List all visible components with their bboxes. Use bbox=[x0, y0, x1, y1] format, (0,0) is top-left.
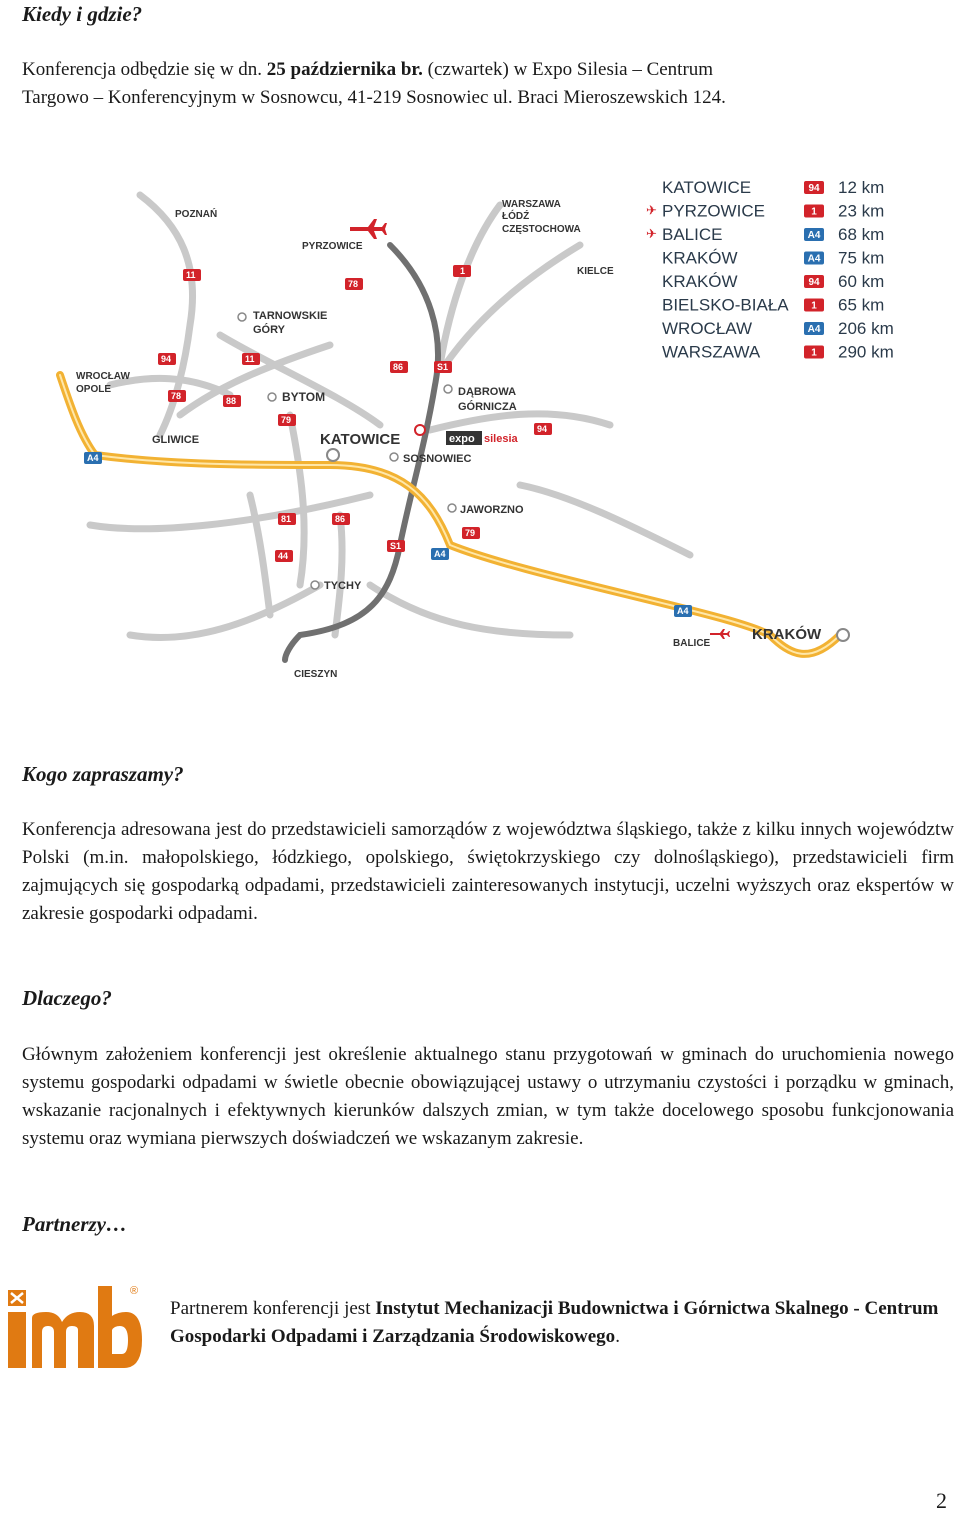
plane-icon: ✈ bbox=[646, 203, 657, 219]
badge-94a bbox=[158, 353, 176, 365]
distance-road-number: 1 bbox=[811, 347, 817, 359]
city-bytom: BYTOM bbox=[282, 390, 326, 404]
city-pyrzowice: PYRZOWICE bbox=[302, 241, 363, 252]
badge-94b bbox=[534, 423, 552, 435]
distance-road-number: 94 bbox=[808, 277, 820, 288]
distance-city: PYRZOWICE bbox=[662, 201, 765, 221]
svg-text:A4: A4 bbox=[434, 549, 446, 559]
svg-text:A4: A4 bbox=[87, 453, 99, 463]
badge-1a bbox=[453, 265, 471, 277]
when-line-1-pre: Konferencja odbędzie się w dn. bbox=[22, 59, 267, 80]
distance-row bbox=[662, 319, 894, 338]
city-warszawa: WARSZAWA bbox=[502, 199, 561, 210]
city-dot-krakow bbox=[837, 629, 849, 641]
partners-heading: Partnerzy… bbox=[22, 1212, 127, 1236]
badge-81 bbox=[278, 513, 296, 525]
badge-11a bbox=[183, 269, 201, 281]
road-se bbox=[370, 585, 570, 635]
when-line-2: Targowo – Konferencyjnym w Sosnowcu, 41-219 Sosnowiec ul. Braci Mieroszewskich 124. bbox=[22, 87, 726, 108]
when-text bbox=[22, 56, 942, 112]
svg-text:78: 78 bbox=[171, 391, 182, 401]
badge-78a bbox=[345, 278, 363, 290]
distance-km: 65 km bbox=[838, 295, 885, 315]
city-opole: OPOLE bbox=[76, 384, 112, 395]
who-text: Konferencja adresowana jest do przedstawicieli samorządów z województwa śląskiego, także z kilku innych województw Polski (m.in. małopolskiego, łódzkiego, opolskiego, świętokrzyskiego czy dolnośląskiego), przedstawicieli firm zajmujących się gospodarką odpadami, przedstawicieli zainteresowanych instytucji, uczelni wyższych oraz ekspertów w zakresie gospodarki odpadami. bbox=[22, 819, 954, 924]
distance-city: WROCŁAW bbox=[662, 319, 753, 338]
city-dot-bytom bbox=[268, 393, 276, 401]
distance-road-number: A4 bbox=[807, 253, 821, 265]
distance-city: KATOWICE bbox=[662, 178, 752, 197]
distance-km: 206 km bbox=[838, 319, 894, 338]
motorway-a4 bbox=[60, 375, 840, 654]
imb-logo bbox=[6, 1282, 146, 1374]
svg-text:44: 44 bbox=[278, 551, 289, 561]
expo-word: expo bbox=[449, 433, 475, 445]
city-dot-jaworzno bbox=[448, 504, 456, 512]
svg-text:11: 11 bbox=[186, 270, 196, 280]
svg-text:86: 86 bbox=[335, 514, 346, 524]
logo-m bbox=[32, 1312, 94, 1368]
badge-s1b bbox=[387, 540, 405, 552]
why-text: Głównym założeniem konferencji jest określenie aktualnego stanu przygotowań w gminach do uruchomienia nowego systemu gospodarki odpadami w świetle obecnie obowiązującej ustawy o utrzymaniu czystości i porządku w gminach, wskazanie racjonalnych i efektywnych kierunków dalszych zmian, w tym także docelowego sposobu funkcjonowania systemu oraz wymiana pierwszych doświadczeń we wskazanym zakresie. bbox=[22, 1044, 954, 1149]
svg-text:S1: S1 bbox=[390, 541, 402, 551]
distance-row bbox=[662, 343, 894, 362]
motorway-a4-center bbox=[60, 375, 840, 654]
city-cieszyn: CIESZYN bbox=[294, 669, 338, 680]
location-map bbox=[50, 165, 920, 705]
distance-road-number: A4 bbox=[807, 230, 821, 241]
city-dot-tarnowskie bbox=[238, 313, 246, 321]
distance-road-number: 1 bbox=[811, 300, 817, 312]
when-line-1 bbox=[22, 56, 942, 84]
svg-text:94: 94 bbox=[537, 424, 548, 434]
city-dabrowa: DĄBROWA bbox=[458, 386, 517, 398]
distance-row bbox=[646, 202, 884, 221]
distance-km: 23 km bbox=[838, 201, 885, 221]
logo-b bbox=[98, 1286, 142, 1368]
distance-km: 12 km bbox=[838, 178, 885, 197]
distance-row bbox=[662, 178, 884, 197]
distance-road-number: 1 bbox=[811, 206, 817, 218]
expo-location-marker bbox=[415, 425, 425, 435]
road-86 bbox=[335, 515, 342, 635]
badge-a4b bbox=[431, 548, 449, 560]
badge-88 bbox=[223, 395, 241, 407]
plane-balice-icon bbox=[710, 629, 730, 639]
city-katowice: KATOWICE bbox=[320, 431, 401, 448]
badge-86a bbox=[390, 361, 408, 373]
expo-silesia-logo bbox=[446, 431, 519, 445]
plane-pyrzowice-icon bbox=[350, 219, 387, 239]
road-81 bbox=[250, 495, 270, 615]
page-number: 2 bbox=[936, 1488, 947, 1513]
city-czestochowa: CZĘSTOCHOWA bbox=[502, 224, 581, 235]
distance-km: 60 km bbox=[838, 272, 885, 291]
badge-86b bbox=[332, 513, 350, 525]
road-94-east bbox=[430, 414, 610, 430]
distance-row bbox=[662, 272, 884, 291]
city-balice: BALICE bbox=[673, 638, 711, 649]
logo-registered-mark: ® bbox=[130, 1285, 139, 1297]
badge-78b bbox=[168, 390, 186, 402]
partner-institute-name: Instytut Mechanizacji Budownictwa i Górnictwa Skalnego - Centrum Gospodarki Odpadami i Zarządzania Środowiskowego bbox=[170, 1298, 939, 1347]
city-tychy: TYCHY bbox=[324, 580, 362, 592]
distance-city: KRAKÓW bbox=[662, 248, 738, 268]
badge-44 bbox=[275, 550, 293, 562]
city-wroclaw: WROCŁAW bbox=[76, 371, 130, 382]
badge-a4c bbox=[674, 605, 692, 617]
city-gornicza: GÓRNICZA bbox=[458, 401, 517, 413]
distance-city: WARSZAWA bbox=[662, 342, 761, 362]
svg-text:79: 79 bbox=[281, 415, 292, 425]
logo-i-stem bbox=[8, 1312, 26, 1368]
city-dot-dabrowa bbox=[444, 385, 452, 393]
city-jaworzno: JAWORZNO bbox=[460, 504, 524, 516]
distance-row bbox=[662, 249, 884, 268]
svg-text:94: 94 bbox=[161, 354, 172, 364]
road-44 bbox=[90, 495, 370, 529]
distance-city: KRAKÓW bbox=[662, 272, 738, 291]
distance-table bbox=[646, 178, 894, 362]
who-heading: Kogo zapraszamy? bbox=[22, 762, 184, 786]
svg-text:86: 86 bbox=[393, 362, 404, 372]
distance-road-number: A4 bbox=[807, 324, 821, 335]
partners-text-pre: Partnerem konferencji jest bbox=[170, 1298, 376, 1319]
distance-km: 75 km bbox=[838, 248, 885, 268]
badge-a4a bbox=[84, 452, 102, 464]
svg-text:1: 1 bbox=[460, 266, 466, 276]
city-dot-sosnowiec bbox=[390, 453, 398, 461]
distance-km: 290 km bbox=[838, 342, 894, 362]
svg-text:88: 88 bbox=[226, 396, 237, 406]
svg-text:11: 11 bbox=[245, 354, 255, 364]
distance-city: BIELSKO-BIAŁA bbox=[662, 295, 789, 315]
city-lodz: ŁÓDŹ bbox=[502, 211, 530, 222]
silesia-word: silesia bbox=[484, 433, 518, 445]
hammer-pick-icon bbox=[8, 1290, 26, 1306]
distance-city: BALICE bbox=[662, 225, 723, 244]
city-gliwice: GLIWICE bbox=[152, 434, 200, 446]
why-heading: Dlaczego? bbox=[22, 986, 112, 1010]
city-kielce: KIELCE bbox=[577, 266, 614, 277]
badge-79b bbox=[462, 527, 480, 539]
distance-road-number: 94 bbox=[808, 183, 820, 194]
badge-11b bbox=[242, 353, 260, 365]
city-poznan: POZNAŃ bbox=[175, 209, 218, 220]
svg-text:81: 81 bbox=[281, 514, 292, 524]
distance-row bbox=[662, 296, 884, 315]
svg-text:S1: S1 bbox=[437, 362, 449, 372]
city-dot-katowice bbox=[327, 449, 339, 461]
badge-79a bbox=[278, 414, 296, 426]
city-dot-tychy bbox=[311, 581, 319, 589]
svg-text:79: 79 bbox=[465, 528, 476, 538]
badge-s1a bbox=[434, 361, 452, 373]
partners-text-post: . bbox=[615, 1326, 620, 1347]
city-sosnowiec: SOSNOWIEC bbox=[403, 453, 472, 465]
city-krakow: KRAKÓW bbox=[752, 626, 822, 643]
partners-text bbox=[170, 1295, 950, 1351]
event-date: 25 października br. bbox=[266, 59, 423, 80]
road-sw bbox=[130, 585, 320, 638]
distance-row bbox=[646, 225, 884, 244]
city-gory: GÓRY bbox=[253, 324, 285, 336]
distance-km: 68 km bbox=[838, 225, 885, 244]
plane-icon: ✈ bbox=[646, 227, 657, 242]
road-jaworzno bbox=[520, 485, 690, 555]
when-heading: Kiedy i gdzie? bbox=[22, 2, 143, 26]
when-line-1-post: (czwartek) w Expo Silesia – Centrum bbox=[422, 59, 714, 80]
city-tarnowskie: TARNOWSKIE bbox=[253, 310, 328, 322]
svg-text:78: 78 bbox=[348, 279, 359, 289]
road-warszawa bbox=[440, 205, 500, 365]
svg-text:A4: A4 bbox=[677, 606, 689, 616]
